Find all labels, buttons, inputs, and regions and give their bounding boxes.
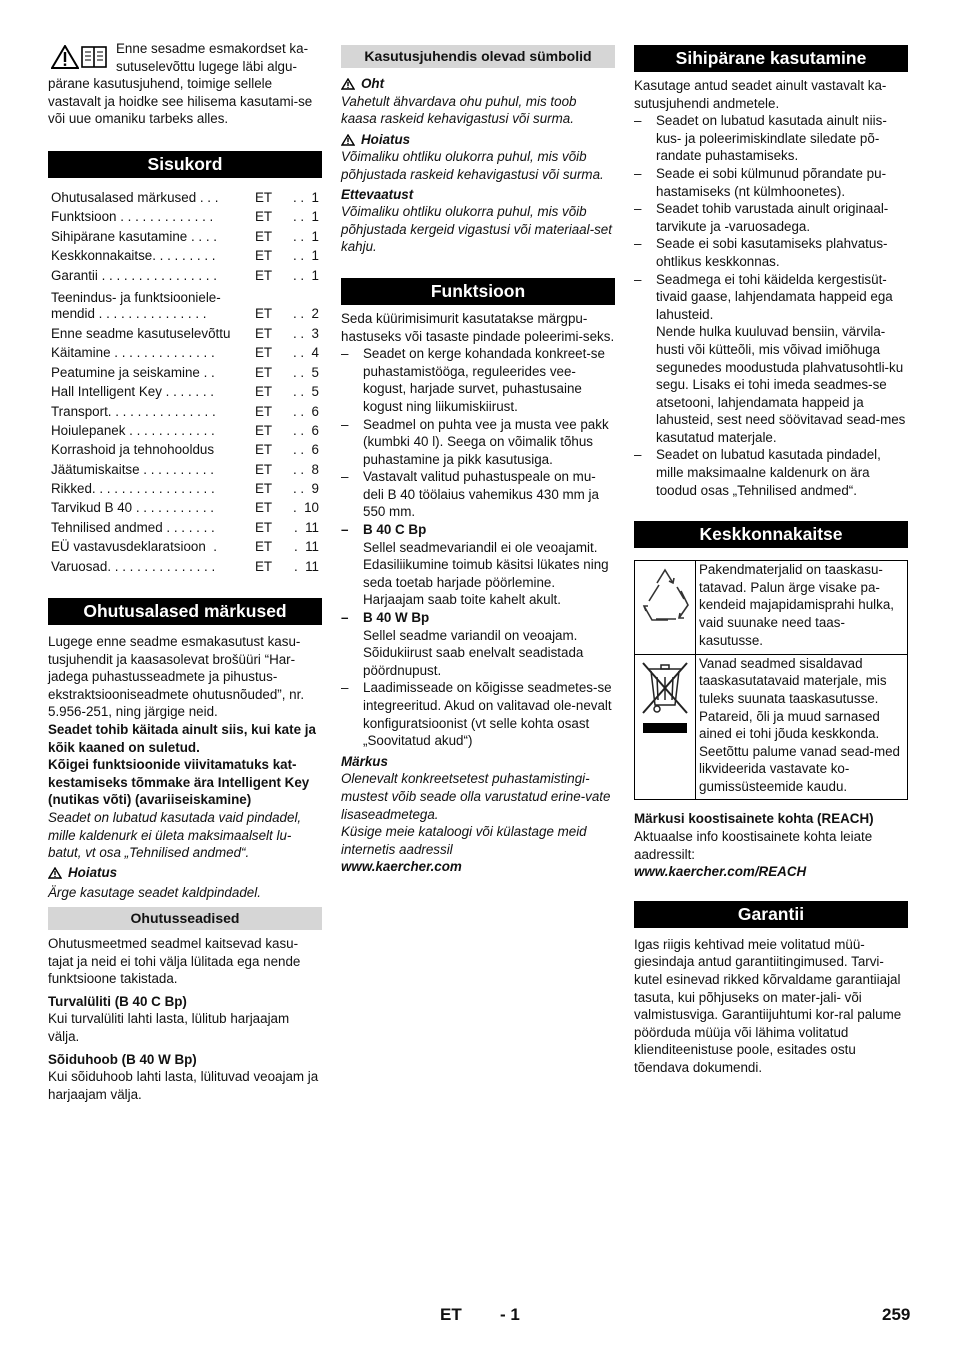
toc-entry-page: . . 6 [292,422,319,438]
toc-entry-title: Tarvikud B 40 . . . . . . . . . . . [51,500,214,516]
environment-heading: Keskkonnakaitse [634,521,908,548]
warning-icon [51,45,79,69]
symbols-caution-text: Võimaliku ohtliku olukorra puhul, mis võib põhjustada kergeid vigastusi või materiaal-set kahju. [341,204,612,255]
toc-entry-title: Jäätumiskaitse . . . . . . . . . . [51,461,214,477]
toc-entry-lang: ET [255,384,273,400]
function-note-text-2: Küsige meie kataloogi või külastage meid internetis aadressil [341,824,587,857]
function-b40w-text: Sellel seadme variandil on veoajam. Sõidukiirust saab enelvalt seadistada pöördnupust. [363,627,584,678]
reach-title: Märkusi koostisainete kohta (REACH) [634,811,874,827]
toc-entry-title: Käitamine . . . . . . . . . . . . . . [51,345,215,361]
safety-heading: Ohutusalased märkused [48,598,322,625]
safety-devices-heading: Ohutusseadised [48,907,322,930]
toc-entry-page: . . 6 [292,442,319,458]
toc-entry-page: . . 3 [292,325,319,341]
toc-row[interactable] [48,440,322,459]
function-b40w-title: – B 40 W Bp [341,609,615,627]
function-item: – Vastavalt valitud puhastuspeale on mu-deli B 40 töölaius vahemikus 430 mm ja 550 mm. [341,468,615,521]
toc-entry-title: Peatumine ja seiskamine . . [51,364,215,380]
toc-entry-lang: ET [255,519,273,535]
toc-entry-title: Rikked. . . . . . . . . . . . . . . . . [51,481,215,497]
toc-row[interactable] [48,266,322,285]
toc-row[interactable] [48,285,322,324]
toc-entry-lang: ET [255,228,273,244]
toc-entry-page: . 10 [292,500,319,516]
recycle-icon [635,561,695,649]
footer-page-number: 259 [882,1305,911,1324]
toc-entry-page: . . 5 [292,364,319,380]
function-intro: Seda küürimisimurit kasutatakse märgpu-hastuseks või tasaste pindade poleerimi-seks. [341,310,615,344]
symbols-danger-label-text: Oht [361,76,385,91]
function-item: – Seadet on kerge kohandada konkreet-se puhastamistööga, reguleerides vee-kogust, harjade survet, puhastusaine kogust ning liikumiskiirust. [341,345,615,415]
safety-warning-text: Ärge kasutage seadet kaldpindadel. [48,885,261,901]
toc-entry-lang: ET [255,190,273,205]
reach-url[interactable]: www.kaercher.com/REACH [634,864,807,880]
toc-entry-title: Funktsioon . . . . . . . . . . . . . [51,209,214,225]
toc-entry-title: Hoiulepanek . . . . . . . . . . . . [51,422,215,438]
warning-icon [341,134,355,146]
intended-item: – Seadmega ei tohi käidelda kergestisüt-tivaid gaase, lahjendamata happeid ega lahusteid. [634,271,908,324]
toc-entry-page: . . 9 [292,481,319,497]
safety-switch-text: Kui turvalüliti lahti lasta, lülitub harjaajam välja. [48,1011,290,1044]
warning-icon [48,867,62,879]
toc-row[interactable] [48,207,322,226]
toc-heading: Sisukord [48,151,322,178]
toc-entry-title: Hall Intelligent Key . . . . . . . [51,384,214,400]
safety-warning-label-text: Hoiatus [68,864,118,880]
symbols-heading: Kasutusjuhendis olevad sümbolid [341,45,615,68]
symbols-warning-label [341,131,615,149]
toc-entry-title: Sihipärane kasutamine . . . . [51,228,217,244]
toc-row[interactable] [48,537,322,556]
toc-entry-page: . 11 [293,558,319,574]
function-item: – Seadmel on puhta vee ja musta vee pakk (kumbki 40 l). Seega on võimalik tõhus puhastamine ja pikk kasutusiga. [341,416,615,469]
intended-item: – Seade ei sobi külmunud põrandate pu-hastamiseks (nt külmhoonetes). [634,165,908,200]
toc-entry-page: . . 6 [292,403,319,419]
toc-row[interactable] [48,518,322,537]
toc-row[interactable] [48,402,322,421]
toc-entry-lang: ET [255,539,273,555]
footer-local-page: - 1 [500,1305,520,1324]
function-b40c-title: – B 40 C Bp [341,521,615,539]
toc-entry-title: Enne seadme kasutuselevõttu [51,325,231,341]
toc-entry-page: . 11 [293,539,319,555]
footer-language: ET [440,1305,462,1324]
toc-entry-lang: ET [255,481,273,497]
intended-item: – Seadet tohib varustada ainult originaal-tarvikute ja -varuosadega. [634,200,908,235]
toc-entry-lang: ET [255,305,273,321]
toc-entry-lang: ET [255,248,273,264]
toc-row[interactable] [48,227,322,246]
toc-entry-lang: ET [255,364,273,380]
function-charger: – Laadimisseade on kõigisse seadmetes-se integreeritud. Akud on valitavad ole-nevalt konfiguratsioonist (vt selle kohta osast „Soovitatud akud“) [341,679,615,749]
toc-entry-lang: ET [255,267,273,283]
toc-row[interactable] [48,343,322,362]
symbols-warning-label-text: Hoiatus [361,131,411,147]
toc-entry-title: Keskkonnakaitse. . . . . . . . . [51,248,216,264]
toc-entry-title: Tehnilised andmed . . . . . . . [51,519,215,535]
intended-use-heading: Sihipärane kasutamine [634,45,908,72]
toc-entry-title: Teenindus- ja funktsiooniele-mendid . . . . . . . . . . . . . . . [51,289,221,321]
toc-entry-lang: ET [255,345,273,361]
safety-p2: Seadet tohib käitada ainult siis, kui kate ja kõik kaaned on suletud. [48,722,316,755]
toc-entry-title: Korrashoid ja tehnohooldus [51,442,215,458]
intro-line-2: sutuselevõttu lugege läbi algu- [116,58,297,74]
toc-entry-lang: ET [255,325,273,341]
intro-block [48,40,322,132]
intro-line-1: Enne sesadme esmakordset ka- [116,41,309,56]
intended-item: – Seadet on lubatud kasutada ainult niis-kus- ja poleerimiskindlate siledate põ-randate puhastamiseks. [634,112,908,165]
toc-entry-page: . . 5 [292,384,319,400]
column-3 [634,45,908,1077]
toc-entry-page: . . 4 [292,345,319,361]
toc-entry-lang: ET [255,442,273,458]
toc-list [48,188,322,576]
toc-entry-page: . . 1 [292,267,319,283]
intended-item: – Seadet on lubatud kasutada pindadel, mille maksimaalne kaldenurk on ära toodud osas „Tehnilised andmed“. [634,446,908,499]
intro-rest: pärane kasutusjuhend, toimige sellele vastavalt ja hoidke see hilisema kasutami-se või uue omaniku tarbeks alles. [48,76,313,127]
toc-entry-title: Varuosad. . . . . . . . . . . . . . . [51,558,216,574]
safety-warning-label [48,864,322,882]
function-b40c-text: Sellel seadmevariandil ei ole veoajamit. Edasiliikumine toimub käsitsi lükates ning seda toetab harjade pöörlemine. Harjaajam saab toite kahelt akult. [363,539,609,608]
recycle-text: Pakendmaterjalid on taaskasu-tatavad. Palun ärge visake pa-kendeid majapidamisprahi hulka, vaid suunake need taas-kasutusse. [696,561,908,655]
toc-entry-lang: ET [255,403,273,419]
safety-lever-title: Sõiduhoob (B 40 W Bp) [48,1051,197,1067]
function-note-url[interactable]: www.kaercher.com [341,859,462,875]
toc-row[interactable] [48,246,322,265]
environment-table [634,560,908,800]
toc-entry-page: . . 1 [292,228,319,244]
intended-item: – Seade ei sobi kasutamiseks plahvatus-ohtlikus keskkonnas. [634,235,908,270]
toc-entry-lang: ET [255,422,273,438]
weee-text: Vanad seadmed sisaldavad taaskasutatavaid materjale, mis tuleks suunata taaskasutusse. Patareid, õli ja muud sarnased ained ei tohi jõuda keskkonda. Seetõttu palume vanad sead-med likvideerida vastavate ko-gumissüsteemide kaudu. [696,654,908,800]
function-note-label: Märkus [341,753,388,769]
toc-row[interactable] [48,382,322,401]
safety-p1: Lugege enne seadme esmakasutust kasu-tusjuhendit ja kaasasolevat brošüüri “Har-jadega puhastusseadmete ja pihustus-ekstraktsiooniseadmete ohutusnõuded”, nr. 5.956-251, ning järgige neid. [48,634,305,720]
intended-extra: Nende hulka kuuluvad bensiin, värvila-husti või kütteõli, mis võivad imiõhuga segunedes moodustuda plahvatusohtli-ku segu. Lisaks ei tohi imeda seadmes-se atsetooni, lahjendamata happeid ja lahusteid, sest need söövitavad sead-mes kasutatud materjale. [656,324,906,445]
warranty-text: Igas riigis kehtivad meie volitatud müü-giesindaja antud garantiitingimused. Tarvi-kutel esinevad rikked kõrvaldame garantiiajal tasuta, kui põhjuseks on mater-jali- või valmistusviga. Garantiijuhtumi kor-ral palume pöörduda müüja või lähima volitatud klienditeenistuse poole, esitades ostu tõendava dokumendi. [634,936,902,1075]
crossed-out-bin-icon [635,655,695,795]
toc-entry-lang: ET [255,558,273,574]
safety-p4: Seadet on lubatud kasutada vaid pindadel, mille kaldenurk ei ületa maksimaalselt lu-batut, vt osa „Tehnilised andmed“. [48,809,302,861]
toc-entry-page: . . 1 [292,248,319,264]
toc-row[interactable] [48,188,322,207]
safety-p3: Kõigei funktsioonide viivitamatuks kat-kestamiseks tõmmake ära Intelligent Key (nutikas võti) (avariiseiskamine) [48,757,310,808]
toc-entry-page: . . 1 [292,190,319,205]
toc-row[interactable] [48,363,322,382]
safety-switch-title: Turvalüliti (B 40 C Bp) [48,993,187,1009]
symbols-danger-text: Vahetult ähvardava ohu puhul, mis toob kaasa raskeid kehavigastusi või surma. [341,93,577,127]
symbols-danger-label [341,75,615,93]
intended-intro: Kasutage antud seadet ainult vastavalt ka-sutusjuhendi andmetele. [634,78,887,111]
toc-row[interactable] [48,479,322,498]
toc-entry-title: Transport. . . . . . . . . . . . . . . [51,403,216,419]
safety-body [48,633,322,902]
function-heading: Funktsioon [341,278,615,305]
symbols-warning-text: Võimaliku ohtliku olukorra puhul, mis võib põhjustada raskeid kehavigastusi või surma. [341,149,604,182]
function-note-text: Olenevalt konkreetsetest puhastamistingi-mustest võib seade olla varustatud erine-vate lisaseadmetega. [341,771,611,822]
toc-entry-page: . 11 [293,519,319,535]
toc-row[interactable] [48,324,322,343]
safety-devices-text: Ohutusmeetmed seadmel kaitsevad kasu-tajat ja neid ei tohi välja lülitada ega nende funktsioone takistada. [48,935,301,987]
toc-entry-lang: ET [255,209,273,225]
toc-entry-title: Ohutusalased märkused . . . [51,190,219,205]
warranty-heading: Garantii [634,901,908,928]
toc-entry-page: . . 2 [292,305,319,321]
toc-row[interactable] [48,460,322,479]
toc-entry-title: EÜ vastavusdeklaratsioon . [51,539,217,555]
page-footer [0,1306,954,1330]
toc-entry-page: . . 8 [292,461,319,477]
reach-text: Aktuaalse info koostisainete kohta leiate aadressilt: [634,829,873,862]
toc-row[interactable] [48,557,322,576]
manual-book-icon [81,45,107,69]
toc-entry-title: Garantii . . . . . . . . . . . . . . . . [51,267,217,283]
toc-row[interactable] [48,421,322,440]
toc-row[interactable] [48,498,322,517]
warning-icon [341,78,355,90]
column-1 [48,40,322,1103]
column-2 [341,45,615,876]
toc-entry-page: . . 1 [292,209,319,225]
symbols-caution-label: Ettevaatust [341,186,414,202]
toc-entry-lang: ET [255,461,273,477]
toc-entry-lang: ET [255,500,273,516]
safety-lever-text: Kui sõiduhoob lahti lasta, lülituvad veoajam ja harjaajam välja. [48,1069,319,1102]
